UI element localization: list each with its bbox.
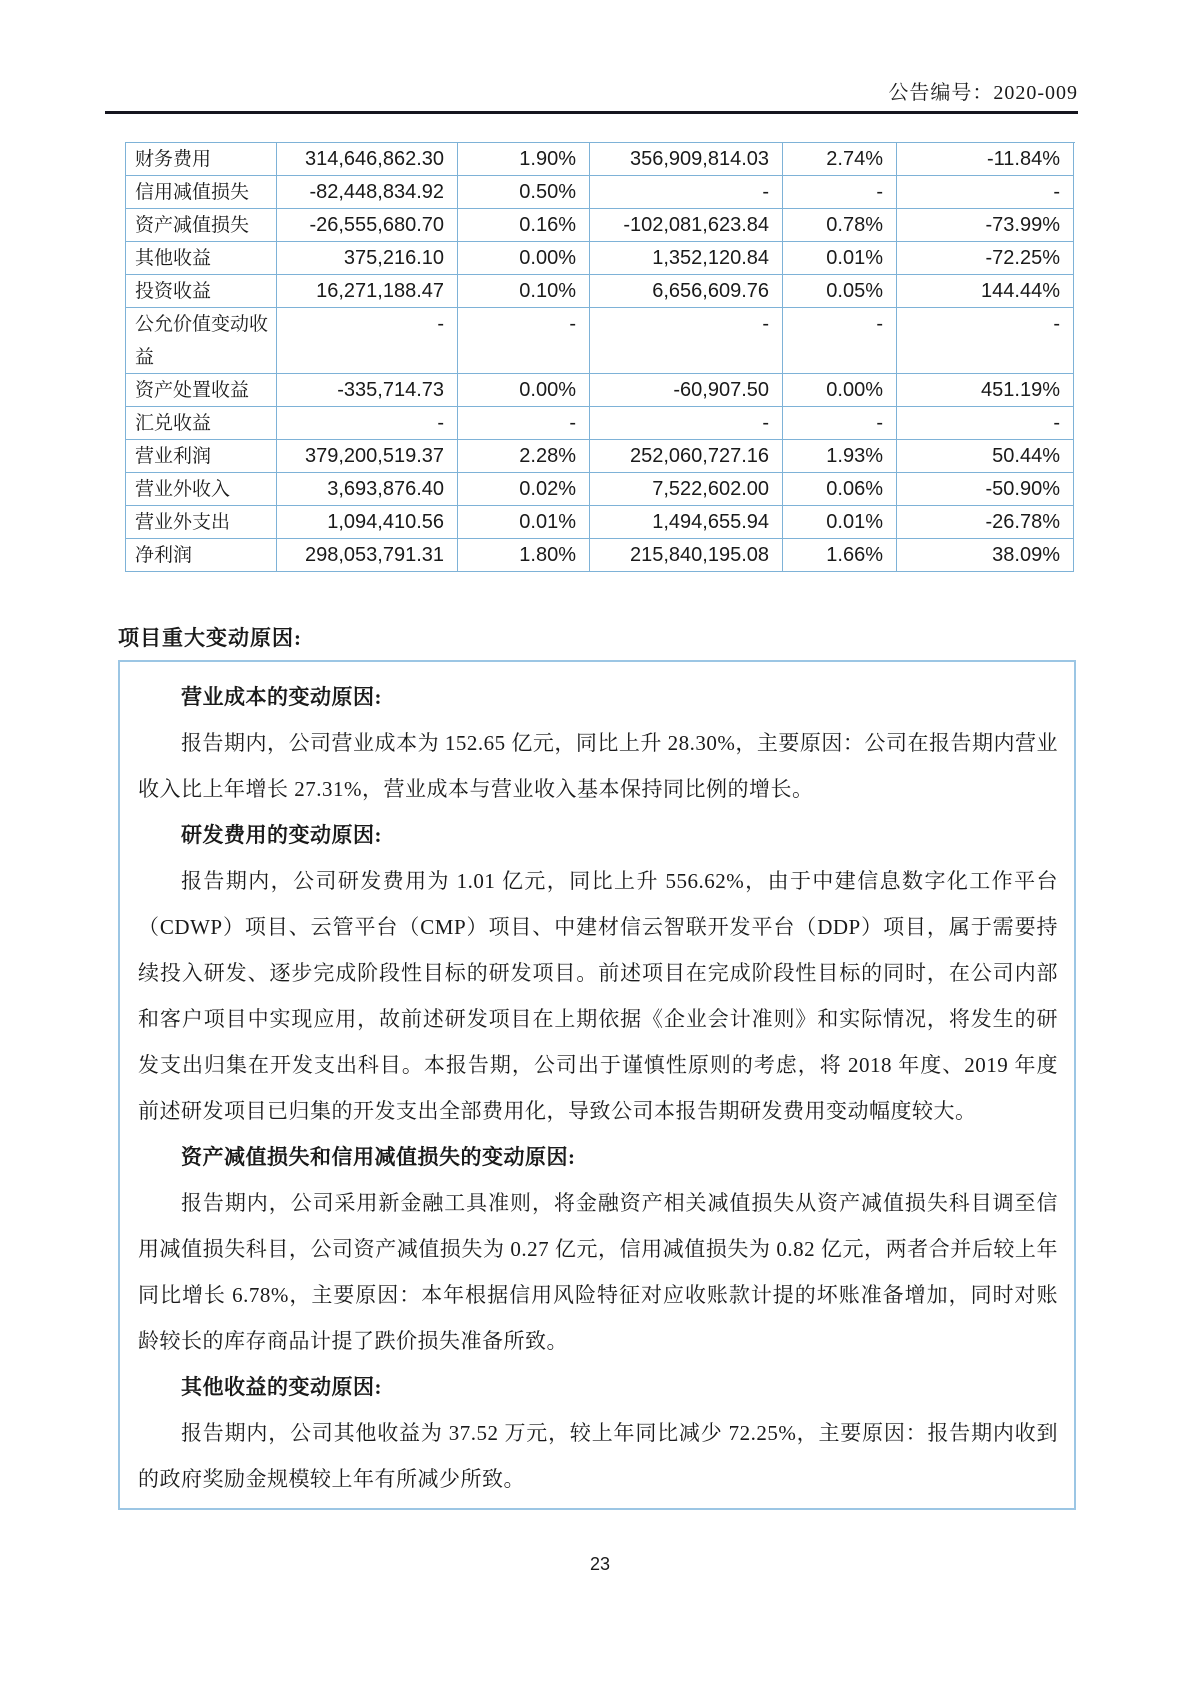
table-cell-change: 144.44% [897, 275, 1074, 308]
table-cell-amount-prior: -102,081,623.84 [590, 209, 783, 242]
table-cell-pct-current: 0.16% [458, 209, 590, 242]
table-cell-amount-prior: 7,522,602.00 [590, 473, 783, 506]
table-cell-pct-prior: - [783, 176, 897, 209]
table-cell-label: 信用减值损失 [126, 176, 277, 209]
table-cell-label: 营业外收入 [126, 473, 277, 506]
table-cell-pct-current: 1.90% [458, 143, 590, 176]
table-row [126, 473, 1075, 506]
header-rule [105, 111, 1078, 114]
table-cell-amount-current: -82,448,834.92 [277, 176, 458, 209]
table-cell-pct-prior: 1.93% [783, 440, 897, 473]
page-number: 23 [589, 1554, 611, 1574]
table-cell-pct-current: 2.28% [458, 440, 590, 473]
table-cell-amount-prior: 215,840,195.08 [590, 539, 783, 572]
table-cell-change: 38.09% [897, 539, 1074, 572]
table-cell-amount-prior: -60,907.50 [590, 374, 783, 407]
reason-heading-operating-cost: 营业成本的变动原因: [181, 685, 382, 709]
table-row [126, 275, 1075, 308]
table-row [126, 506, 1075, 539]
table-row [126, 374, 1075, 407]
table-cell-change: -26.78% [897, 506, 1074, 539]
table-cell-pct-prior: 2.74% [783, 143, 897, 176]
table-cell-pct-current: 0.00% [458, 374, 590, 407]
table-cell-pct-prior: 0.05% [783, 275, 897, 308]
table-cell-pct-prior: 0.01% [783, 506, 897, 539]
reason-paragraph-operating-cost: 报告期内，公司营业成本为 152.65 亿元，同比上升 28.30%，主要原因：公司在报告期内营业收入比上年增长 27.31%，营业成本与营业收入基本保持同比例的增长。 [138, 731, 1058, 801]
table-cell-amount-prior: - [590, 308, 783, 374]
table-cell-label: 汇兑收益 [126, 407, 277, 440]
table-row [126, 407, 1075, 440]
table-cell-pct-current: 0.50% [458, 176, 590, 209]
table-cell-label: 财务费用 [126, 143, 277, 176]
table-cell-pct-prior: 0.78% [783, 209, 897, 242]
table-cell-label: 营业利润 [126, 440, 277, 473]
table-cell-change: - [897, 176, 1074, 209]
table-cell-pct-prior: 0.01% [783, 242, 897, 275]
table-cell-amount-current: 379,200,519.37 [277, 440, 458, 473]
table-cell-change: - [897, 407, 1074, 440]
table-cell-amount-prior: 252,060,727.16 [590, 440, 783, 473]
table-cell-amount-current: - [277, 308, 458, 374]
table-cell-pct-current: 0.10% [458, 275, 590, 308]
table-cell-change: - [897, 308, 1074, 374]
table-cell-amount-current: -26,555,680.70 [277, 209, 458, 242]
table-row [126, 176, 1075, 209]
reason-heading-impairment-loss: 资产减值损失和信用减值损失的变动原因: [181, 1145, 576, 1169]
reason-heading-other-income: 其他收益的变动原因: [181, 1375, 382, 1399]
table-cell-change: -50.90% [897, 473, 1074, 506]
table-row [126, 143, 1075, 176]
table-row [126, 539, 1075, 572]
reason-paragraph-impairment-loss: 报告期内，公司采用新金融工具准则，将金融资产相关减值损失从资产减值损失科目调至信用减值损失科目，公司资产减值损失为 0.27 亿元，信用减值损失为 0.82 亿元，两者合并后较上年同比增长 6.78%，主要原因：本年根据信用风险特征对应收账款计提的坏账准备增加，同时对账龄较长的库存商品计提了跌价损失准备所致。 [138, 1191, 1058, 1353]
table-cell-amount-current: -335,714.73 [277, 374, 458, 407]
table-cell-pct-prior: 1.66% [783, 539, 897, 572]
reason-paragraph-rnd-expense: 报告期内，公司研发费用为 1.01 亿元，同比上升 556.62%，由于中建信息数字化工作平台（CDWP）项目、云管平台（CMP）项目、中建材信云智联开发平台（DDP）项目，属于需要持续投入研发、逐步完成阶段性目标的研发项目。前述项目在完成阶段性目标的同时，在公司内部和客户项目中实现应用，故前述研发项目在上期依据《企业会计准则》和实际情况，将发生的研发支出归集在开发支出科目。本报告期，公司出于谨慎性原则的考虑，将 2018 年度、2019 年度前述研发项目已归集的开发支出全部费用化，导致公司本报告期研发费用变动幅度较大。 [138, 869, 1058, 1123]
reason-heading-rnd-expense: 研发费用的变动原因: [181, 823, 382, 847]
table-cell-amount-current: 298,053,791.31 [277, 539, 458, 572]
table-cell-pct-prior: - [783, 308, 897, 374]
announcement-number: 公告编号：2020-009 [888, 82, 1078, 104]
table-cell-pct-current: 0.00% [458, 242, 590, 275]
table-cell-amount-current: - [277, 407, 458, 440]
table-cell-label: 投资收益 [126, 275, 277, 308]
table-cell-change: 50.44% [897, 440, 1074, 473]
table-row [126, 308, 1075, 374]
table-cell-pct-current: - [458, 308, 590, 374]
table-cell-change: 451.19% [897, 374, 1074, 407]
table-cell-change: -11.84% [897, 143, 1074, 176]
table-cell-amount-prior: 6,656,609.76 [590, 275, 783, 308]
table-row [126, 209, 1075, 242]
financial-table [125, 142, 1075, 572]
table-cell-pct-current: - [458, 407, 590, 440]
table-cell-amount-prior: 1,352,120.84 [590, 242, 783, 275]
table-cell-amount-current: 375,216.10 [277, 242, 458, 275]
reasons-box [118, 660, 1076, 1510]
table-cell-amount-current: 1,094,410.56 [277, 506, 458, 539]
section-title: 项目重大变动原因: [118, 626, 302, 650]
table-cell-label: 资产处置收益 [126, 374, 277, 407]
table-cell-label: 公允价值变动收益 [126, 308, 277, 374]
table-cell-change: -72.25% [897, 242, 1074, 275]
table-cell-amount-prior: - [590, 176, 783, 209]
table-cell-label: 营业外支出 [126, 506, 277, 539]
table-cell-label: 其他收益 [126, 242, 277, 275]
table-cell-amount-current: 16,271,188.47 [277, 275, 458, 308]
table-cell-pct-prior: - [783, 407, 897, 440]
table-cell-label: 资产减值损失 [126, 209, 277, 242]
table-cell-change: -73.99% [897, 209, 1074, 242]
table-cell-pct-current: 1.80% [458, 539, 590, 572]
reason-paragraph-other-income: 报告期内，公司其他收益为 37.52 万元，较上年同比减少 72.25%，主要原因：报告期内收到的政府奖励金规模较上年有所减少所致。 [138, 1421, 1058, 1491]
table-cell-pct-prior: 0.00% [783, 374, 897, 407]
table-cell-pct-current: 0.02% [458, 473, 590, 506]
table-cell-amount-prior: - [590, 407, 783, 440]
table-cell-amount-prior: 1,494,655.94 [590, 506, 783, 539]
table-cell-amount-current: 3,693,876.40 [277, 473, 458, 506]
table-cell-label: 净利润 [126, 539, 277, 572]
table-cell-amount-current: 314,646,862.30 [277, 143, 458, 176]
table-cell-amount-prior: 356,909,814.03 [590, 143, 783, 176]
table-row [126, 440, 1075, 473]
table-cell-pct-current: 0.01% [458, 506, 590, 539]
table-cell-pct-prior: 0.06% [783, 473, 897, 506]
table-row [126, 242, 1075, 275]
